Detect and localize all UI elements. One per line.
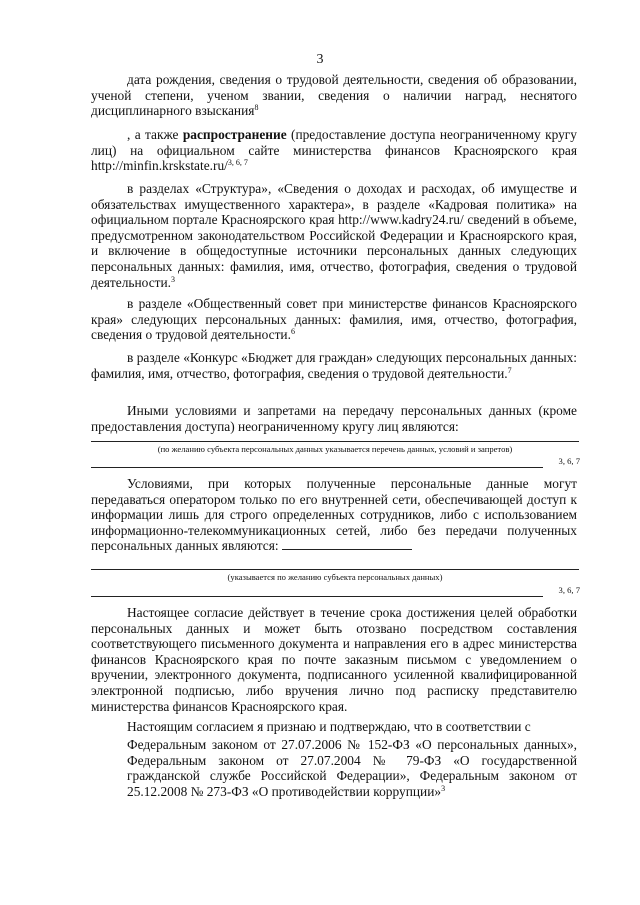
paragraph-text: (предоставление доступа неограниченному кругу лиц) на официальном сайте министерства финансов Красноярского края http://minfin.krskstate.ru/: [91, 127, 577, 174]
footnote-ref: 3: [441, 783, 446, 793]
paragraph-public-council: [91, 296, 577, 343]
paragraph-consent-validity: Настоящее согласие действует в течение срока достижения целей обработки персональных данных и может быть отозвано посредством составления соответствующего письменного документа и направления его в адрес министерства финансов Красноярского края по почте заказным письмом с уведомлением о вручении, электронного документа, подписанного усиленной квалифицированной электронной подписью, либо вручения лично под расписку представителю министерства финансов Красноярского края.: [91, 605, 577, 714]
paragraph-text: Федеральным законом от 27.07.2006 № 152-ФЗ «О персональных данных», Федеральным законом от 27.07.2004 № 79-ФЗ «О государственной гражданской службе Российской Федерации», Федеральным законом от 25.12.2008 № 273-ФЗ «О противодействии коррупции»: [127, 737, 577, 799]
paragraph-other-conditions: Иными условиями и запретами на передачу персональных данных (кроме предоставления доступа) неограниченному кругу лиц являются:: [91, 403, 577, 434]
distribution-term: распространение: [182, 127, 287, 142]
footnote-refs: 3, 6, 7: [558, 456, 580, 466]
paragraph-birth-data: [91, 72, 577, 119]
footnote-ref: 6: [290, 327, 295, 337]
fill-in-line[interactable]: [91, 441, 579, 442]
page-number: 3: [316, 52, 324, 67]
paragraph-internal-network: [91, 476, 577, 554]
footnote-ref: 3: [171, 274, 176, 284]
fill-in-line[interactable]: [91, 596, 543, 597]
caption-conditions: (по желанию субъекта персональных данных указывается перечень данных, условий и запретов): [157, 444, 513, 454]
paragraph-text: Условиями, при которых полученные персональные данные могут передаваться оператором только по его внутренней сети, обеспечивающей доступ к информации лишь для строго определенных сотрудников, либо с использованием информационно-телекоммуникационных сетей, либо без передачи полученных персональных данных являются:: [91, 476, 577, 554]
paragraph-text: в разделах «Структура», «Сведения о доходах и расходах, об имуществе и обязательствах имущественного характера», в разделе «Кадровая политика» на официальном портале Красноярского края http://www.kadry24.ru/ сведений в объеме, предусмотренном законодательством Российской Федерации и Красноярского края, и включение в общедоступные источники персональных данных следующих персональных данных: фамилия, имя, отчество, фотография, сведения о трудовой деятельности.: [91, 181, 577, 290]
footnote-ref: 3, 6, 7: [227, 158, 248, 168]
paragraph-distribution: [91, 127, 577, 174]
paragraph-budget-contest: [91, 350, 577, 381]
footnote-ref: 7: [507, 365, 512, 375]
paragraph-prefix: , а также: [127, 127, 183, 142]
paragraph-federal-laws: [127, 737, 577, 799]
paragraph-sections: [91, 181, 577, 290]
paragraph-acknowledgement: Настоящим согласием я признаю и подтверждаю, что в соответствии с: [127, 719, 531, 734]
paragraph-text: дата рождения, сведения о трудовой деятельности, сведения об образовании, ученой степени, ученом звании, сведения о наличии наград, неснятого дисциплинарного взыскания: [91, 72, 577, 119]
fill-in-line[interactable]: [91, 467, 543, 468]
paragraph-text: в разделе «Конкурс «Бюджет для граждан» следующих персональных данных: фамилия, имя, отчество, фотография, сведения о трудовой деятельности.: [91, 350, 577, 381]
paragraph-text: в разделе «Общественный совет при министерстве финансов Красноярского края» следующих персональных данных: фамилия, имя, отчество, фотография, сведения о трудовой деятельности.: [91, 296, 577, 343]
fill-in-blank[interactable]: [282, 538, 412, 550]
footnote-refs: 3, 6, 7: [558, 585, 580, 595]
footnote-ref: 8: [254, 103, 259, 113]
fill-in-line[interactable]: [91, 569, 579, 570]
caption-optional: (указывается по желанию субъекта персональных данных): [227, 572, 443, 582]
